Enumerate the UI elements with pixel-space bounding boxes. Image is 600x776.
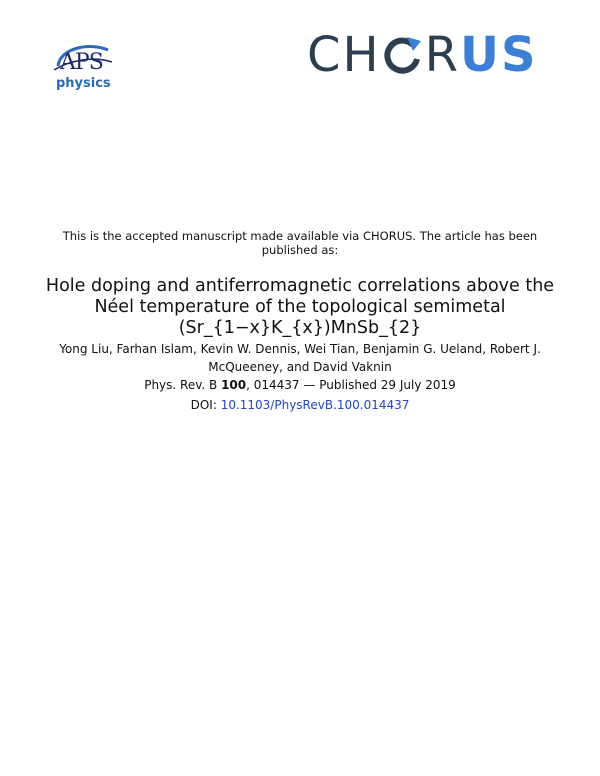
chorus-wordmark-ch: CH xyxy=(307,27,381,83)
citation-rest: , 014437 — Published 29 July 2019 xyxy=(246,378,456,392)
doi-link[interactable]: 10.1103/PhysRevB.100.014437 xyxy=(220,398,410,412)
aps-physics-logo xyxy=(50,40,120,96)
chorus-arrow-o-icon xyxy=(383,33,423,77)
chorus-wordmark-r: R xyxy=(424,27,460,83)
physics-wordmark: physics xyxy=(56,76,111,91)
chorus-notice: This is the accepted manuscript made available via CHORUS. The article has been published as: xyxy=(62,229,538,257)
chorus-logo xyxy=(307,27,562,83)
article-title: Hole doping and antiferromagnetic correlations above the Néel temperature of the topological semimetal (Sr_{1−x}K_{x})MnSb_{2} xyxy=(45,276,555,338)
chorus-wordmark-us: US xyxy=(459,27,538,83)
doi-label: DOI: xyxy=(190,398,221,412)
aps-wordmark: APS xyxy=(60,50,103,75)
article-authors: Yong Liu, Farhan Islam, Kevin W. Dennis, Wei Tian, Benjamin G. Ueland, Robert J. McQueeney, and David Vaknin xyxy=(59,342,541,374)
article-citation xyxy=(50,377,550,393)
citation-volume: 100 xyxy=(221,378,247,392)
article-doi xyxy=(50,397,550,413)
citation-journal: Phys. Rev. B xyxy=(144,378,222,392)
